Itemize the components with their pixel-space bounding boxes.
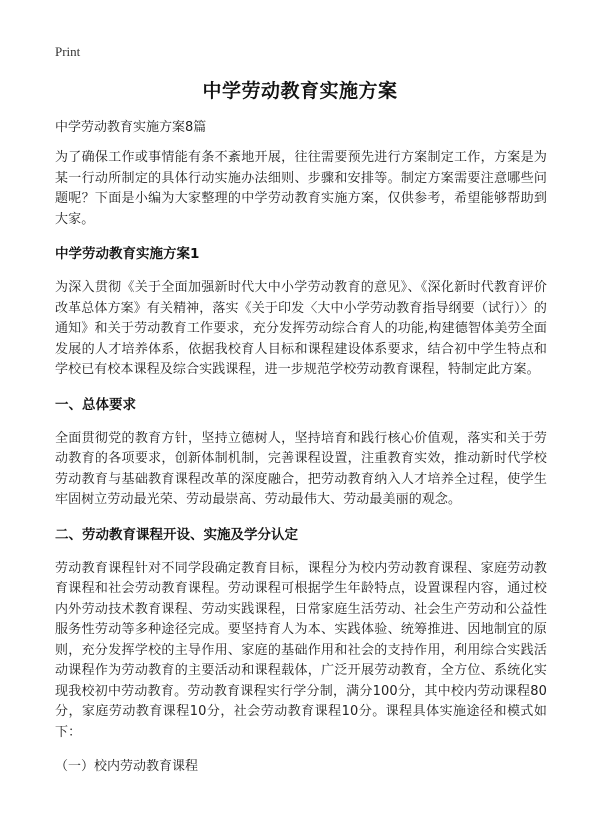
section2-paragraph: 劳动教育课程针对不同学段确定教育目标，课程分为校内劳动教育课程、家庭劳动教育课程和社会劳动教育课程。劳动课程可根据学生年龄特点，设置课程内容，通过校内外劳动技术教育课程、劳动实践课程，日常家庭生活劳动、社会生产劳动和公益性服务性劳动等多种途径完成。要坚持育人为本、实践体验、统筹推进、因地制宜的原则，充分发挥学校的主导作用、家庭的基础作用和社会的支持作用，利用综合实践活动课程作为劳动教育的主要活动和课程载体，广泛开展劳动教育，全方位、系统化实现我校初中劳动教育。劳动教育课程实行学分制，满分100分，其中校内劳动课程80分，家庭劳动教育课程10分，社会劳动教育课程10分。课程具体实施途径和模式如下： bbox=[55, 560, 547, 740]
plan1-intro-paragraph: 为深入贯彻《关于全面加强新时代大中小学劳动教育的意见》、《深化新时代教育评价改革总体方案》有关精神，落实《关于印发〈大中小学劳动教育指导纲要（试行）〉的通知》和关于劳动教育工作要求，充分发挥劳动综合育人的功能,构建德智体美劳全面发展的人才培养体系，依据我校育人目标和课程建设体系要求，结合初中学生特点和学校已有校本课程及综合实践课程，进一步规范学校劳动教育课程，特制定此方案。 bbox=[55, 280, 547, 377]
section2-heading: 二、劳动教育课程开设、实施及学分认定 bbox=[55, 526, 298, 543]
subsection1-heading: （一）校内劳动教育课程 bbox=[55, 759, 199, 774]
section1-paragraph: 全面贯彻党的教育方针，坚持立德树人，坚持培育和践行核心价值观，落实和关于劳动教育的各项要求，创新体制机制，完善课程设置，注重教育实效，推动新时代学校劳动教育与基础教育课程改革的深度融合，把劳动教育纳入人才培养全过程，使学生牢固树立劳动最光荣、劳动最崇高、劳动最伟大、劳动最美丽的观念。 bbox=[55, 430, 547, 507]
print-link[interactable]: Print bbox=[55, 44, 81, 59]
document-subtitle: 中学劳动教育实施方案8篇 bbox=[55, 120, 207, 135]
intro-paragraph: 为了确保工作或事情能有条不紊地开展，往往需要预先进行方案制定工作，方案是为某一行动所制定的具体行动实施办法细则、步骤和安排等。制定方案需要注意哪些问题呢？下面是小编为大家整理的中学劳动教育实施方案，仅供参考，希望能够帮助到大家。 bbox=[55, 150, 547, 227]
plan1-heading: 中学劳动教育实施方案1 bbox=[55, 246, 200, 262]
section1-heading: 一、总体要求 bbox=[55, 396, 136, 413]
page-title: 中学劳动教育实施方案 bbox=[202, 80, 398, 102]
document-body bbox=[55, 118, 547, 777]
